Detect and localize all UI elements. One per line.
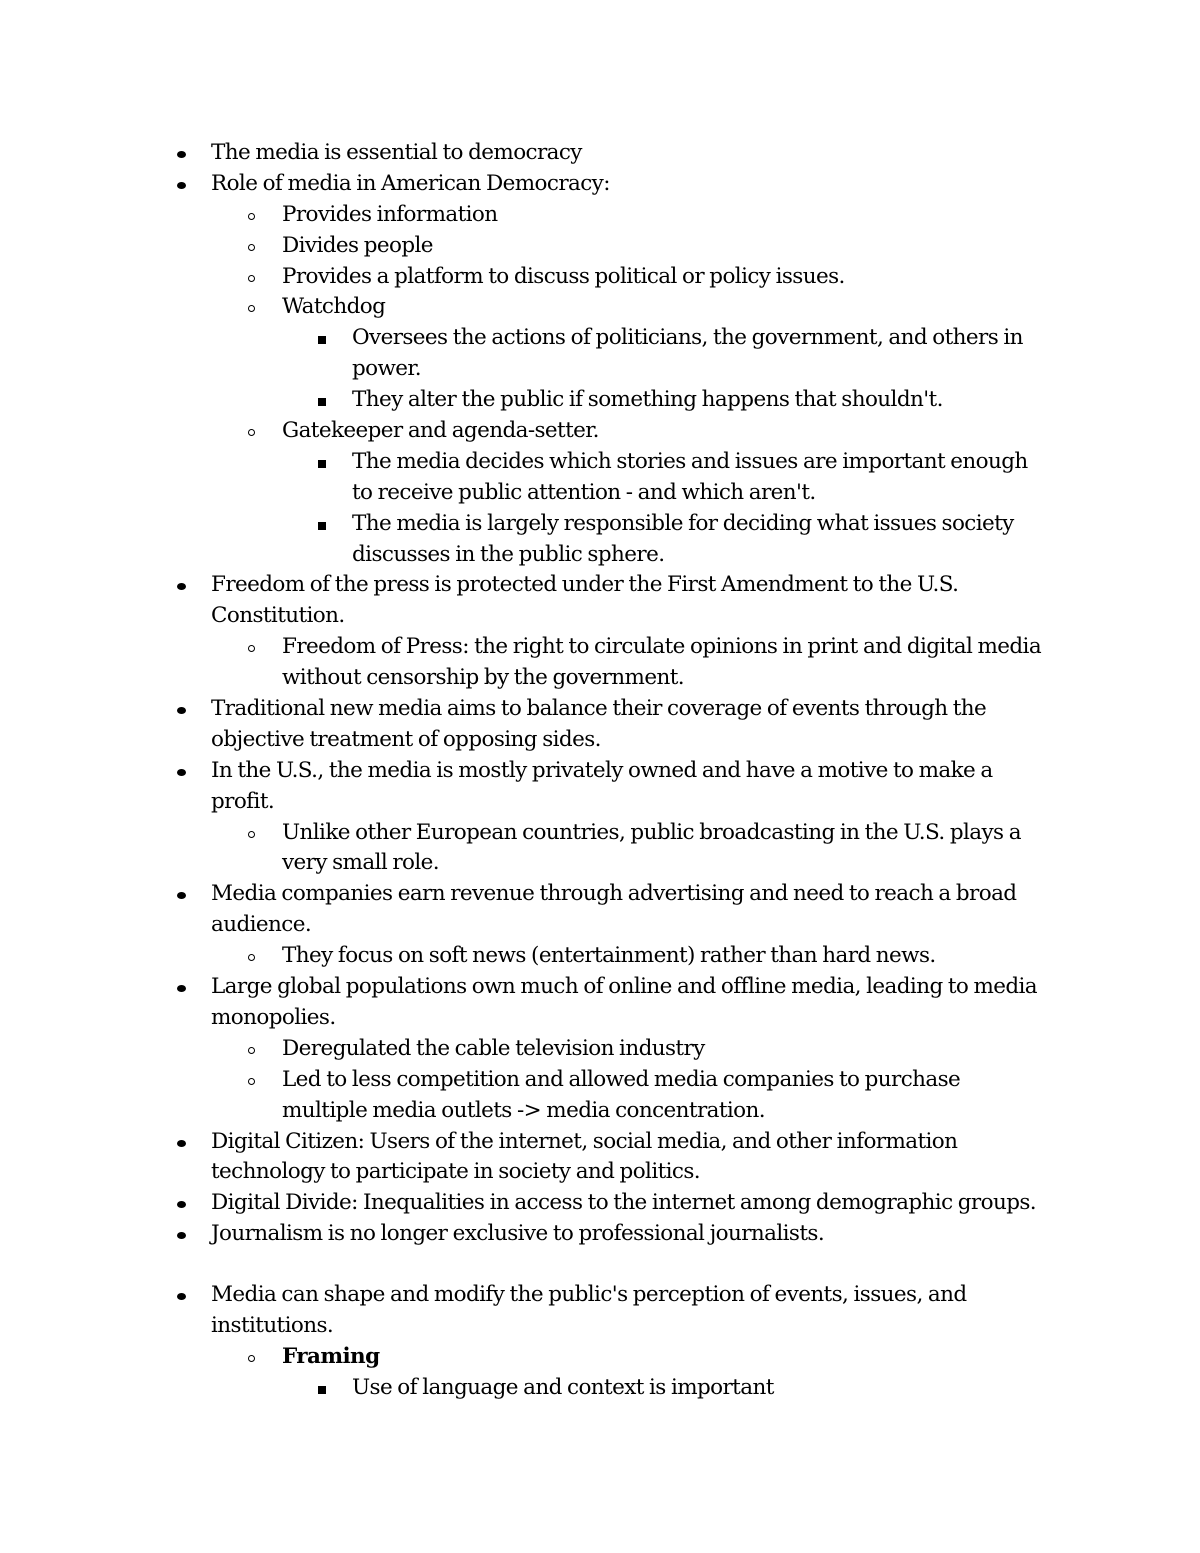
list-item-text: institutions. — [211, 1312, 334, 1338]
list-item-level-1 — [0, 1280, 1200, 1311]
list-item-level-2 — [0, 262, 1200, 293]
list-item-text: without censorship by the government. — [282, 665, 684, 691]
square-bullet-icon — [318, 398, 326, 406]
hollow-circle-bullet-icon — [248, 244, 255, 251]
list-item-text: They focus on soft news (entertainment) rather than hard news. — [282, 943, 936, 969]
list-item-level-3 — [0, 509, 1200, 540]
list-item-level-1 — [0, 169, 1200, 200]
list-item-text: Journalism is no longer exclusive to professional journalists. — [211, 1221, 825, 1247]
list-item-text: The media is largely responsible for deciding what issues society — [352, 510, 1014, 536]
hollow-circle-bullet-icon — [248, 1078, 255, 1085]
hollow-circle-bullet-icon — [248, 954, 255, 961]
list-item-level-2 — [0, 848, 1200, 879]
list-item-level-2 — [0, 416, 1200, 447]
list-item-level-2 — [0, 632, 1200, 663]
list-item-text: audience. — [211, 912, 312, 938]
list-item-text: Provides information — [282, 201, 498, 227]
list-item-text: discusses in the public sphere. — [352, 541, 665, 567]
filled-circle-bullet-icon — [177, 892, 186, 899]
list-item-text: Media can shape and modify the public's perception of events, issues, and — [211, 1282, 967, 1308]
list-item-level-1 — [0, 879, 1200, 910]
list-item-text: Traditional new media aims to balance their coverage of events through the — [211, 696, 987, 722]
list-item-level-1 — [0, 138, 1200, 169]
blank-line — [0, 1250, 1200, 1280]
hollow-circle-bullet-icon — [248, 429, 255, 436]
list-item-text: objective treatment of opposing sides. — [211, 726, 601, 752]
list-item-text: Framing — [282, 1343, 380, 1369]
list-item-level-1 — [0, 1157, 1200, 1188]
list-item-text: Use of language and context is important — [352, 1374, 774, 1400]
list-item-level-1 — [0, 1219, 1200, 1250]
filled-circle-bullet-icon — [177, 1293, 186, 1300]
square-bullet-icon — [318, 460, 326, 468]
filled-circle-bullet-icon — [177, 1140, 186, 1147]
list-item-level-2 — [0, 292, 1200, 323]
list-item-text: technology to participate in society and politics. — [211, 1159, 701, 1185]
list-item-level-1 — [0, 725, 1200, 756]
filled-circle-bullet-icon — [177, 769, 186, 776]
list-item-level-3 — [0, 540, 1200, 571]
filled-circle-bullet-icon — [177, 1232, 186, 1239]
list-item-level-3 — [0, 1373, 1200, 1404]
list-item-text: Digital Citizen: Users of the internet, social media, and other information — [211, 1128, 958, 1154]
list-item-level-1 — [0, 910, 1200, 941]
list-item-text: Led to less competition and allowed media companies to purchase — [282, 1066, 961, 1092]
list-item-level-3 — [0, 447, 1200, 478]
filled-circle-bullet-icon — [177, 985, 186, 992]
list-item-text: Gatekeeper and agenda-setter. — [282, 418, 599, 444]
list-item-text: multiple media outlets -> media concentration. — [282, 1097, 766, 1123]
list-item-text: power. — [352, 356, 421, 382]
list-item-level-1 — [0, 1188, 1200, 1219]
list-item-text: Freedom of the press is protected under the First Amendment to the U.S. — [211, 572, 959, 598]
list-item-level-1 — [0, 756, 1200, 787]
list-item-level-2 — [0, 818, 1200, 849]
list-item-text: Freedom of Press: the right to circulate opinions in print and digital media — [282, 634, 1042, 660]
list-item-text: Large global populations own much of online and offline media, leading to media — [211, 974, 1038, 1000]
list-item-text: to receive public attention - and which aren't. — [352, 479, 816, 505]
filled-circle-bullet-icon — [177, 707, 186, 714]
list-item-level-3 — [0, 478, 1200, 509]
list-item-level-3 — [0, 385, 1200, 416]
list-item-text: The media is essential to democracy — [211, 140, 582, 165]
list-item-text: Oversees the actions of politicians, the government, and others in — [352, 325, 1023, 351]
hollow-circle-bullet-icon — [248, 831, 255, 838]
list-item-text: monopolies. — [211, 1004, 336, 1030]
list-item-level-1 — [0, 694, 1200, 725]
list-item-text: The media decides which stories and issues are important enough — [352, 448, 1028, 474]
list-item-text: Watchdog — [282, 294, 386, 320]
square-bullet-icon — [318, 522, 326, 530]
filled-circle-bullet-icon — [177, 1201, 186, 1208]
list-item-level-2 — [0, 200, 1200, 231]
list-item-text: Role of media in American Democracy: — [211, 170, 610, 196]
list-item-level-2 — [0, 1096, 1200, 1127]
hollow-circle-bullet-icon — [248, 1355, 255, 1362]
hollow-circle-bullet-icon — [248, 645, 255, 652]
filled-circle-bullet-icon — [177, 182, 186, 189]
list-item-text: Provides a platform to discuss political or policy issues. — [282, 263, 845, 289]
list-item-level-1 — [0, 601, 1200, 632]
list-item-level-1 — [0, 1127, 1200, 1158]
list-item-text: very small role. — [282, 850, 440, 876]
filled-circle-bullet-icon — [177, 151, 186, 158]
filled-circle-bullet-icon — [177, 583, 186, 590]
list-item-text: Constitution. — [211, 603, 345, 629]
hollow-circle-bullet-icon — [248, 275, 255, 282]
hollow-circle-bullet-icon — [248, 213, 255, 220]
list-item-text: Divides people — [282, 232, 433, 258]
list-item-level-2 — [0, 231, 1200, 262]
list-item-text: Digital Divide: Inequalities in access to the internet among demographic groups. — [211, 1190, 1037, 1216]
list-item-level-2 — [0, 1065, 1200, 1096]
list-item-level-1 — [0, 1311, 1200, 1342]
square-bullet-icon — [318, 1386, 326, 1394]
list-item-level-1 — [0, 787, 1200, 818]
list-item-text: profit. — [211, 788, 275, 814]
bullet-outline — [0, 138, 1200, 1404]
hollow-circle-bullet-icon — [248, 305, 255, 312]
list-item-level-2 — [0, 941, 1200, 972]
list-item-text: Unlike other European countries, public broadcasting in the U.S. plays a — [282, 819, 1021, 845]
square-bullet-icon — [318, 336, 326, 344]
list-item-level-2 — [0, 1342, 1200, 1373]
list-item-text: They alter the public if something happens that shouldn't. — [352, 387, 943, 413]
list-item-level-3 — [0, 323, 1200, 354]
list-item-level-1 — [0, 570, 1200, 601]
hollow-circle-bullet-icon — [248, 1047, 255, 1054]
list-item-level-2 — [0, 663, 1200, 694]
list-item-level-2 — [0, 1034, 1200, 1065]
list-item-text: Deregulated the cable television industry — [282, 1035, 705, 1061]
list-item-text: Media companies earn revenue through advertising and need to reach a broad — [211, 881, 1017, 907]
list-item-level-1 — [0, 972, 1200, 1003]
list-item-level-3 — [0, 354, 1200, 385]
list-item-text: In the U.S., the media is mostly privately owned and have a motive to make a — [211, 757, 993, 783]
list-item-level-1 — [0, 1003, 1200, 1034]
